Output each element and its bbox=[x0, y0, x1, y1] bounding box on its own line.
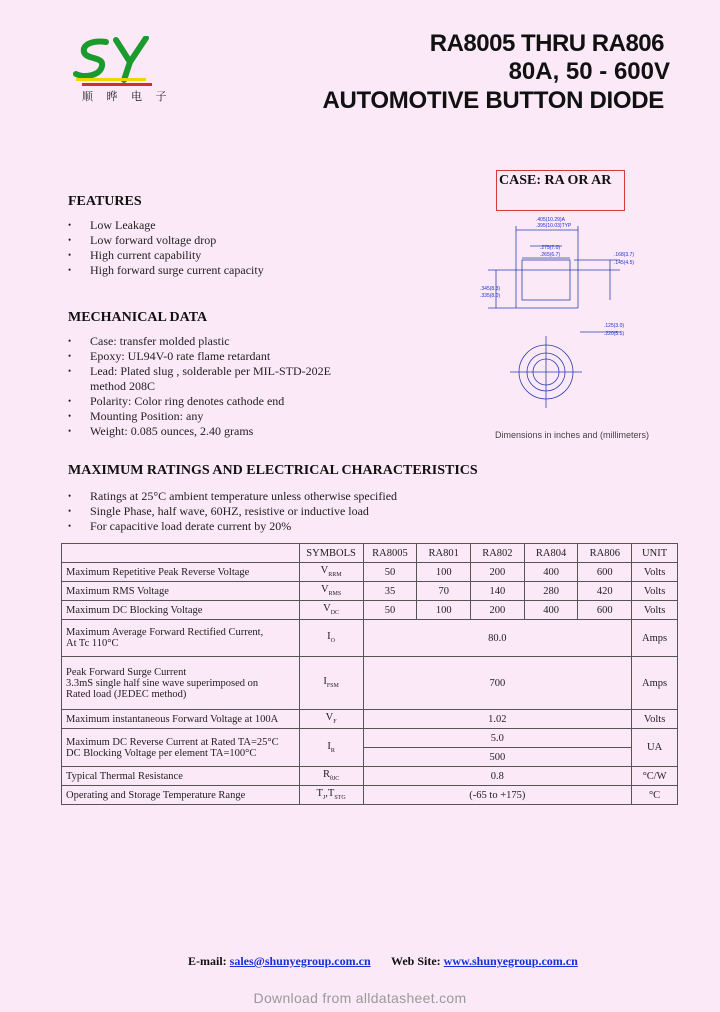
table-header-cell: RA804 bbox=[524, 544, 578, 563]
product-type-title: AUTOMOTIVE BUTTON DIODE bbox=[322, 87, 664, 114]
mechanical-heading: MECHANICAL DATA bbox=[68, 310, 208, 325]
dim-mid-b: .265(6.7) bbox=[540, 252, 561, 258]
table-header-cell: SYMBOLS bbox=[299, 544, 363, 563]
list-item: • High forward surge current capacity bbox=[68, 263, 264, 278]
features-list bbox=[68, 218, 264, 278]
value-cell: 400 bbox=[524, 601, 578, 620]
company-name-chinese: 顺 晔 电 子 bbox=[82, 90, 172, 103]
value-cell: 700 bbox=[363, 657, 632, 710]
dim-right-a: .168(3.7) bbox=[614, 252, 635, 258]
features-heading: FEATURES bbox=[68, 194, 142, 209]
list-item: method 208C bbox=[90, 379, 155, 393]
rating-title: 80A, 50 - 600V bbox=[508, 58, 670, 85]
unit-cell: Amps bbox=[632, 620, 678, 657]
dim-top-b: .395(10.03)TYP bbox=[536, 223, 572, 229]
symbol-cell: $R_{\theta JC}$ bbox=[299, 767, 363, 786]
value-cell: 1.02 bbox=[363, 710, 632, 729]
dim-right-b: .145(4.5) bbox=[614, 260, 635, 266]
list-item: • Mounting Position: any bbox=[68, 409, 331, 424]
param-cell: Typical Thermal Resistance bbox=[62, 767, 300, 786]
table-header-cell: RA802 bbox=[471, 544, 525, 563]
value-cell: 400 bbox=[524, 563, 578, 582]
list-item: • Ratings at 25°C ambient temperature unless otherwise specified bbox=[68, 489, 397, 504]
value-cell: 420 bbox=[578, 582, 632, 601]
unit-cell: UA bbox=[632, 729, 678, 767]
param-cell: Maximum RMS Voltage bbox=[62, 582, 300, 601]
table-row bbox=[62, 786, 678, 805]
table-row bbox=[62, 657, 678, 710]
unit-cell: Amps bbox=[632, 657, 678, 710]
param-cell: Operating and Storage Temperature Range bbox=[62, 786, 300, 805]
unit-cell: Volts bbox=[632, 601, 678, 620]
ratings-list bbox=[68, 489, 397, 534]
unit-cell: °C bbox=[632, 786, 678, 805]
value-cell: 35 bbox=[363, 582, 417, 601]
list-item: • Lead: Plated slug , solderable per MIL-STD-202E bbox=[68, 364, 331, 379]
param-cell: Maximum DC Reverse Current at Rated TA=25°C DC Blocking Voltage per element TA=100°C bbox=[62, 729, 300, 767]
part-range-title: RA8005 THRU RA806 bbox=[429, 30, 664, 57]
value-cell: 70 bbox=[417, 582, 471, 601]
unit-cell: °C/W bbox=[632, 767, 678, 786]
table-row bbox=[62, 767, 678, 786]
param-cell: Maximum Average Forward Rectified Current, At Tc 110°C bbox=[62, 620, 300, 657]
list-item: • For capacitive load derate current by 20% bbox=[68, 519, 397, 534]
dim-mid-a: .275(7.0) bbox=[540, 245, 561, 251]
value-cell: 80.0 bbox=[363, 620, 632, 657]
list-item: • Low forward voltage drop bbox=[68, 233, 264, 248]
value-cell: 600 bbox=[578, 601, 632, 620]
value-cell: 100 bbox=[417, 563, 471, 582]
table-row bbox=[62, 563, 678, 582]
email-block bbox=[188, 954, 371, 969]
value-cell: 100 bbox=[417, 601, 471, 620]
list-item: • Polarity: Color ring denotes cathode end bbox=[68, 394, 331, 409]
value-cell: 0.8 bbox=[363, 767, 632, 786]
symbol-cell: $T_J,T_{STG}$ bbox=[299, 786, 363, 805]
list-item: • Weight: 0.085 ounces, 2.40 grams bbox=[68, 424, 331, 439]
dim-bot-b: .220(5.5) bbox=[604, 331, 625, 337]
ratings-heading: MAXIMUM RATINGS AND ELECTRICAL CHARACTERISTICS bbox=[68, 463, 478, 478]
table-header-cell: RA801 bbox=[417, 544, 471, 563]
param-cell: Maximum Repetitive Peak Reverse Voltage bbox=[62, 563, 300, 582]
mechanical-list bbox=[68, 334, 331, 439]
list-item: • Single Phase, half wave, 60HZ, resistive or inductive load bbox=[68, 504, 397, 519]
dim-top-a: .405(10.29)A bbox=[536, 217, 565, 223]
website-block bbox=[391, 954, 578, 969]
symbol-cell: $V_F$ bbox=[299, 710, 363, 729]
value-cell: 50 bbox=[363, 601, 417, 620]
value-cell: 200 bbox=[471, 563, 525, 582]
ratings-table bbox=[61, 543, 678, 805]
value-cell: 5.0 bbox=[363, 729, 632, 748]
dim-left-b: .335(8.0) bbox=[480, 293, 501, 299]
param-cell: Peak Forward Surge Current 3.3mS single half sine wave superimposed on Rated load (JEDEC method) bbox=[62, 657, 300, 710]
watermark: Download from alldatasheet.com bbox=[253, 990, 467, 1006]
email-link[interactable]: sales@shunyegroup.com.cn bbox=[229, 954, 371, 968]
symbol-cell: $I_R$ bbox=[299, 729, 363, 767]
dimension-note: Dimensions in inches and (millimeters) bbox=[495, 430, 650, 440]
package-drawing bbox=[470, 212, 670, 432]
table-row bbox=[62, 620, 678, 657]
dim-left-a: .345(8.3) bbox=[480, 286, 501, 292]
table-row bbox=[62, 710, 678, 729]
unit-cell: Volts bbox=[632, 582, 678, 601]
list-item: • Case: transfer molded plastic bbox=[68, 334, 331, 349]
table-header-cell: RA8005 bbox=[363, 544, 417, 563]
param-cell: Maximum DC Blocking Voltage bbox=[62, 601, 300, 620]
table-row bbox=[62, 601, 678, 620]
symbol-cell: $V_{RMS}$ bbox=[299, 582, 363, 601]
symbol-cell: $I_{FSM}$ bbox=[299, 657, 363, 710]
table-header-cell: UNIT bbox=[632, 544, 678, 563]
list-item: • Low Leakage bbox=[68, 218, 264, 233]
website-label: Web Site: bbox=[391, 954, 441, 968]
list-item: • Epoxy: UL94V-0 rate flame retardant bbox=[68, 349, 331, 364]
table-header-row bbox=[62, 544, 678, 563]
value-cell: 140 bbox=[471, 582, 525, 601]
param-cell: Maximum instantaneous Forward Voltage at 100A bbox=[62, 710, 300, 729]
symbol-cell: $V_{RRM}$ bbox=[299, 563, 363, 582]
value-cell: 500 bbox=[363, 748, 632, 767]
table-header-cell: RA806 bbox=[578, 544, 632, 563]
website-link[interactable]: www.shunyegroup.com.cn bbox=[443, 954, 578, 968]
list-item: • High current capability bbox=[68, 248, 264, 263]
symbol-cell: $I_O$ bbox=[299, 620, 363, 657]
value-cell: 600 bbox=[578, 563, 632, 582]
table-row bbox=[62, 582, 678, 601]
table-row bbox=[62, 729, 678, 748]
symbol-cell: $V_{DC}$ bbox=[299, 601, 363, 620]
value-cell: (-65 to +175) bbox=[363, 786, 632, 805]
email-label: E-mail: bbox=[188, 954, 227, 968]
value-cell: 200 bbox=[471, 601, 525, 620]
dim-bot-a: .125(3.0) bbox=[604, 323, 625, 329]
unit-cell: Volts bbox=[632, 563, 678, 582]
value-cell: 50 bbox=[363, 563, 417, 582]
value-cell: 280 bbox=[524, 582, 578, 601]
unit-cell: Volts bbox=[632, 710, 678, 729]
case-label: CASE: RA OR AR bbox=[499, 173, 612, 188]
table-corner-cell bbox=[62, 544, 300, 563]
